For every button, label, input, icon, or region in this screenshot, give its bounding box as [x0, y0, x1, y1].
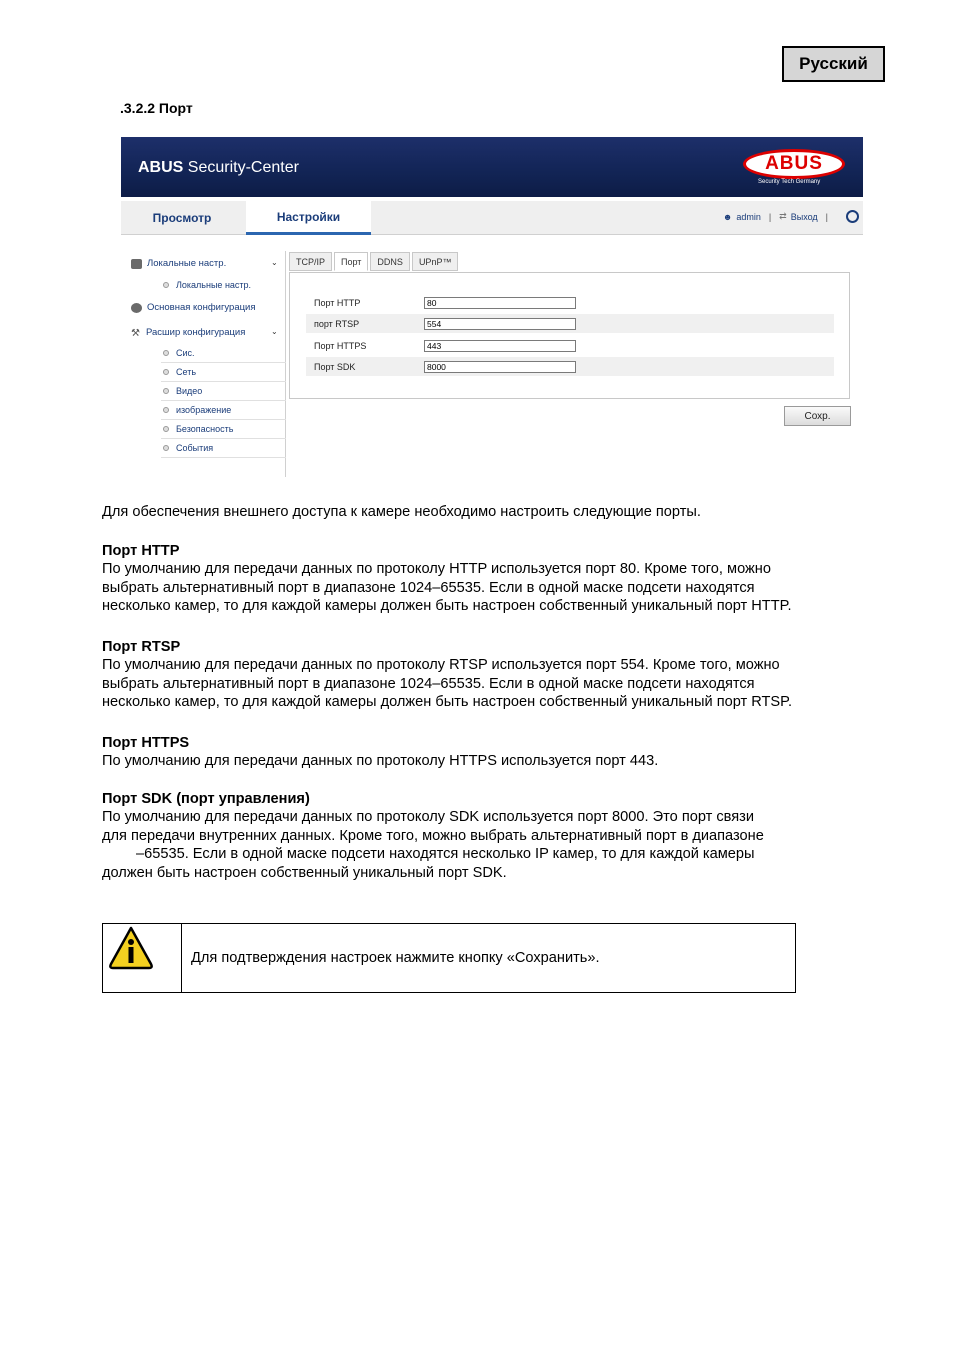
bullet-icon: [163, 407, 169, 413]
section-title: .3.2.2 Порт: [120, 100, 193, 116]
logout-icon: ⇄: [779, 211, 787, 221]
bullet-icon: [163, 282, 169, 288]
username-link[interactable]: admin: [736, 211, 761, 222]
port-label: Порт SDK: [314, 361, 356, 372]
bullet-icon: [163, 369, 169, 375]
section-heading: Порт HTTPS: [102, 735, 190, 751]
bullet-icon: [163, 426, 169, 432]
bullet-icon: [163, 445, 169, 451]
https-port-input[interactable]: 443: [424, 340, 576, 352]
sidebar-item-label: Основная конфигурация: [147, 302, 256, 313]
user-icon: ☻: [722, 211, 733, 222]
http-port-input[interactable]: 80: [424, 297, 576, 309]
sidebar-item-label: Локальные настр.: [147, 258, 227, 269]
port-tabs: [289, 252, 460, 271]
save-button[interactable]: Сохр.: [784, 406, 851, 426]
chevron-down-icon[interactable]: ⌄: [271, 258, 278, 267]
https-section: Порт HTTPS По умолчанию для передачи данных по протоколу HTTPS используется порт 443.: [102, 734, 882, 771]
intro-paragraph: Для обеспечения внешнего доступа к камере необходимо настроить следующие порты.: [102, 504, 701, 520]
logo-tagline: Security Tech Germany: [758, 179, 821, 185]
port-row-http: [306, 293, 834, 312]
section-heading: Порт HTTP: [102, 543, 180, 559]
abus-logo: ABUS: [743, 149, 845, 179]
sidebar-subitem-local[interactable]: Локальные настр.: [161, 275, 286, 294]
sidebar-item-basic[interactable]: [131, 302, 256, 313]
divider: |: [768, 211, 772, 222]
ui-screenshot: [121, 137, 863, 477]
sidebar-subitem-image[interactable]: изображение: [161, 401, 286, 420]
app-title: ABUS Security-Center: [138, 159, 299, 176]
sidebar-subitem-system[interactable]: Сис.: [161, 344, 286, 363]
top-navbar: [121, 201, 863, 235]
port-label: порт RTSP: [314, 318, 360, 329]
tab-port[interactable]: Порт: [334, 252, 368, 271]
sidebar-subitem-network[interactable]: Сеть: [161, 363, 286, 382]
sidebar-subitem-security[interactable]: Безопасность: [161, 420, 286, 439]
wrench-icon: ⚒: [131, 327, 140, 339]
tab-tcpip[interactable]: TCP/IP: [289, 252, 332, 271]
note-text: Для подтверждения настроек нажмите кнопку «Сохранить».: [191, 950, 600, 966]
note-box: [102, 923, 796, 993]
warning-info-icon: [103, 924, 182, 992]
sidebar-subitem-events[interactable]: События: [161, 439, 286, 458]
rtsp-port-input[interactable]: 554: [424, 318, 576, 330]
port-row-rtsp: [306, 314, 834, 333]
port-row-https: [306, 336, 834, 355]
http-section: Порт HTTP По умолчанию для передачи данных по протоколу HTTP используется порт 80. Кроме того, можно выбрать альтернативный порт в диапазоне 1024–65535. Если в одной маске подсети находятся несколько камер, то для каждой камеры должен быть настроен собственный уникальный порт HTTP.: [102, 542, 882, 616]
tab-ddns[interactable]: DDNS: [370, 252, 410, 271]
port-row-sdk: [306, 357, 834, 376]
sdk-section: Порт SDK (порт управления) По умолчанию для передачи данных по протоколу SDK используется порт 8000. Это порт связи для передачи внутренних данных. Кроме того, можно выбрать альтернативный порт в диапазоне –65535. Если в одной маске подсети находятся несколько IP камер, то для каждой камеры должен быть настроен собственный уникальный порт SDK.: [102, 790, 882, 882]
globe-icon[interactable]: [846, 210, 859, 223]
sidebar-item-local[interactable]: [131, 258, 226, 269]
divider: |: [825, 211, 828, 222]
sidebar-item-label: Расшир конфигурация: [146, 327, 246, 338]
tab-view[interactable]: Просмотр: [152, 211, 212, 225]
computer-icon: [131, 259, 142, 269]
bullet-icon: [163, 350, 169, 356]
chevron-down-icon[interactable]: ⌄: [271, 327, 278, 336]
port-settings-panel: [289, 272, 850, 399]
sidebar-subitem-video[interactable]: Видео: [161, 382, 286, 401]
sdk-port-input[interactable]: 8000: [424, 361, 576, 373]
tab-settings[interactable]: Настройки: [246, 201, 371, 235]
section-heading: Порт RTSP: [102, 639, 181, 655]
settings-sidebar: [131, 251, 286, 477]
port-label: Порт HTTPS: [314, 340, 367, 351]
bullet-icon: [163, 388, 169, 394]
tab-upnp[interactable]: UPnP™: [412, 252, 459, 271]
note-icon-cell: [103, 924, 182, 992]
language-label: Русский: [782, 46, 885, 82]
app-banner: [121, 137, 863, 197]
user-area: [723, 210, 859, 223]
rtsp-section: Порт RTSP По умолчанию для передачи данных по протоколу RTSP используется порт 554. Кроме того, можно выбрать альтернативный порт в диапазоне 1024–65535. Если в одной маске подсети находятся несколько камер, то для каждой камеры должен быть настроен собственный уникальный порт RTSP.: [102, 638, 882, 712]
logout-link[interactable]: Выход: [790, 211, 818, 222]
sidebar-item-advanced[interactable]: [131, 327, 245, 338]
port-label: Порт HTTP: [314, 297, 361, 308]
gear-icon: [131, 303, 142, 313]
section-heading: Порт SDK (порт управления): [102, 791, 310, 807]
